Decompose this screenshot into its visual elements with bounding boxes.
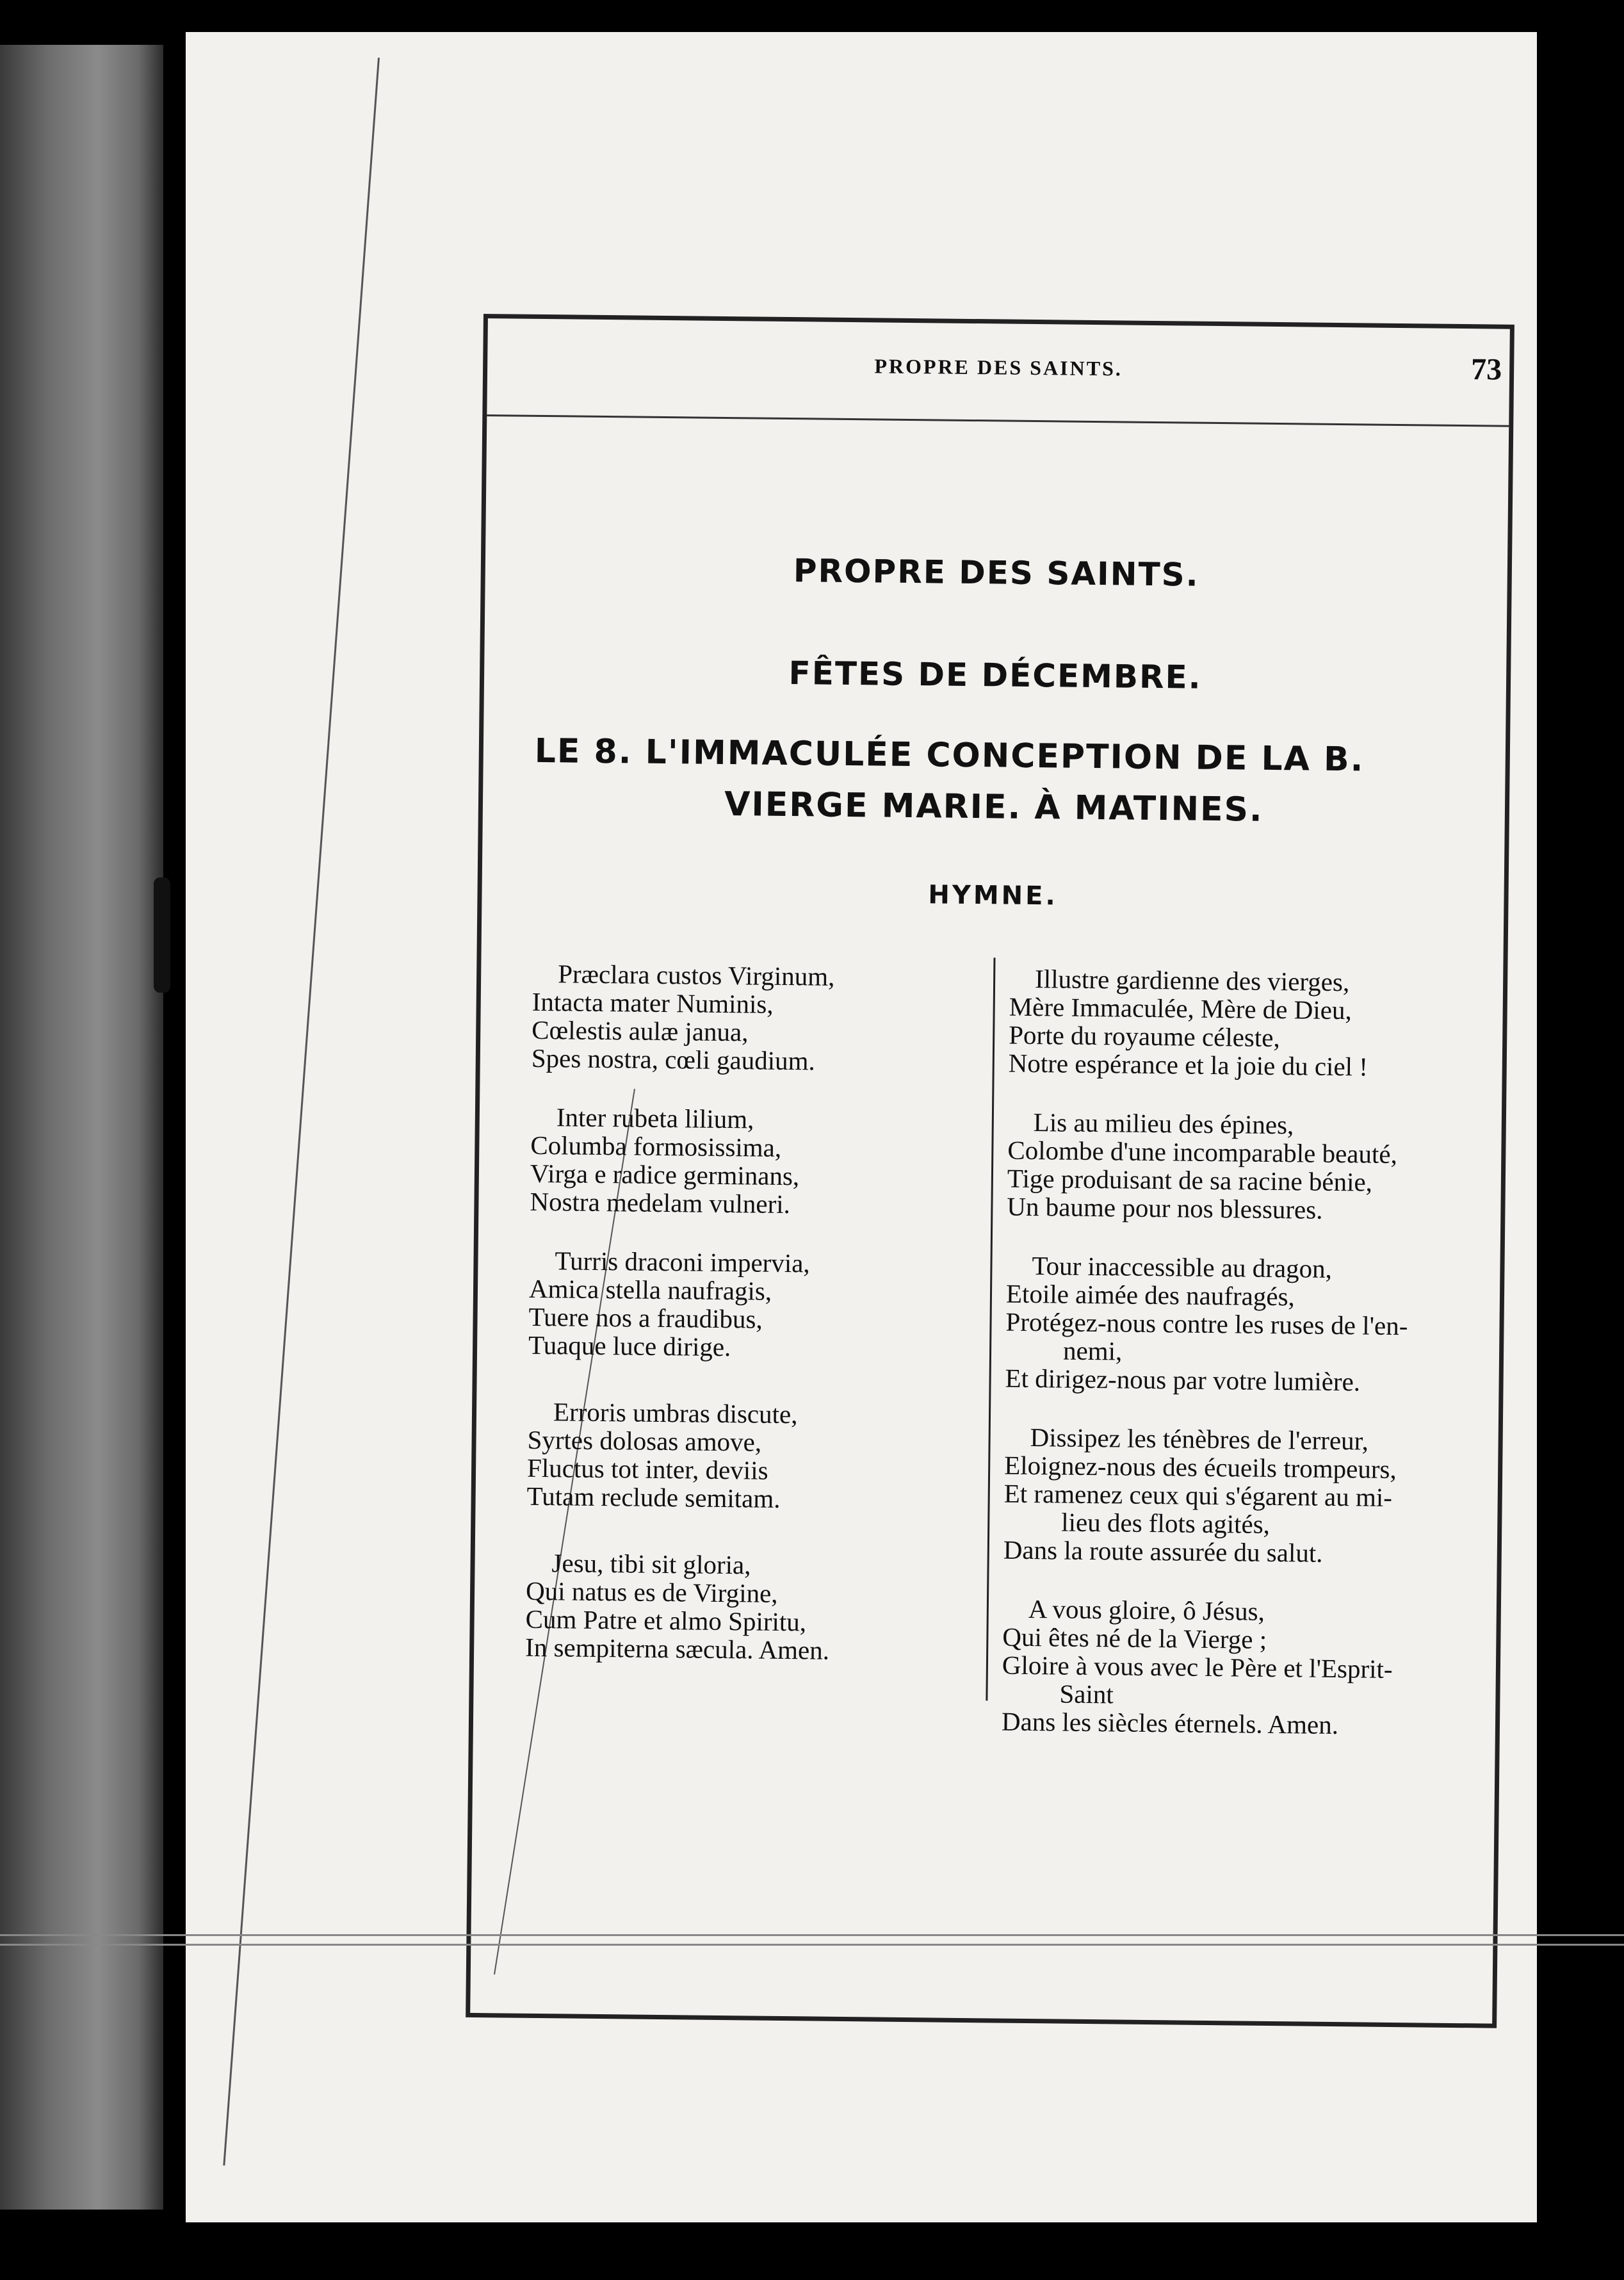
verse-line: Fluctus tot inter, deviis (526, 1453, 768, 1485)
verse-line: Inter rubeta lilium, (556, 1102, 754, 1134)
verse-line: Gloire à vous avec le Père et l'Esprit- (1002, 1650, 1393, 1684)
verse-line: Tutam reclude semitam. (526, 1481, 781, 1513)
verse-line: In sempiterna sæcula. Amen. (524, 1632, 830, 1665)
feast-title: FÊTES DE DÉCEMBRE. (788, 655, 1202, 696)
verse-line: Virga e radice germinans, (530, 1158, 800, 1191)
hymn-stanza (1005, 1251, 1499, 1397)
verse-line: Mère Immaculée, Mère de Dieu, (1009, 991, 1352, 1025)
scan-line (0, 1944, 1624, 1946)
verse-line: Dans les siècles éternels. Amen. (1001, 1706, 1339, 1740)
verse-line: Un baume pour nos blessures. (1007, 1191, 1323, 1225)
scratch-line (223, 58, 380, 2165)
verse-line: Jesu, tibi sit gloria, (551, 1548, 751, 1580)
verse-line: Illustre gardienne des vierges, (1034, 964, 1350, 997)
verse-line: Qui êtes né de la Vierge ; (1002, 1622, 1267, 1654)
printed-page-frame (466, 314, 1514, 2028)
french-hymn-column (1001, 965, 1502, 1771)
hymn-stanza (1009, 965, 1503, 1082)
verse-line: Syrtes dolosas amove, (527, 1424, 762, 1457)
hymn-label: HYMNE. (928, 880, 1058, 911)
verse-line: Saint (1059, 1679, 1114, 1709)
left-margin-strip (0, 45, 163, 2210)
verse-line: Nostra medelam vulneri. (530, 1186, 791, 1219)
verse-line: Porte du royaume céleste, (1009, 1020, 1280, 1053)
verse-line: Notre espérance et la joie du ciel ! (1008, 1048, 1368, 1082)
verse-line: lieu des flots agités, (1061, 1507, 1271, 1539)
running-title: PROPRE DES SAINTS. (874, 354, 1123, 380)
verse-line: Protégez-nous contre les ruses de l'en- (1005, 1307, 1408, 1341)
verse-line: Dissipez les ténèbres de l'erreur, (1030, 1422, 1369, 1456)
column-divider (986, 957, 995, 1700)
day-title-line-2: VIERGE MARIE. À MATINES. (724, 785, 1264, 829)
verse-line: Et ramenez ceux qui s'égarent au mi- (1003, 1478, 1393, 1512)
section-title: PROPRE DES SAINTS. (793, 552, 1199, 594)
verse-line: Amica stella naufragis, (528, 1273, 772, 1306)
verse-line: Tige produisant de sa racine bénie, (1007, 1163, 1373, 1197)
verse-line: Cœlestis aulæ janua, (532, 1014, 749, 1047)
verse-line: Tuaque luce dirige. (528, 1330, 731, 1362)
verse-line: nemi, (1062, 1335, 1123, 1366)
hymn-stanza (1002, 1595, 1496, 1741)
verse-line: A vous gloire, ô Jésus, (1028, 1594, 1265, 1626)
day-title-line-1: LE 8. L'IMMACULÉE CONCEPTION DE LA B. (534, 731, 1365, 779)
verse-line: Erroris umbras discute, (553, 1397, 798, 1429)
hymn-stanza (526, 1397, 925, 1514)
verse-line: Præclara custos Virginum, (557, 959, 835, 991)
hymn-stanza (525, 1549, 923, 1665)
verse-line: Turris draconi impervia, (555, 1246, 810, 1278)
verse-line: Columba formosissima, (530, 1130, 782, 1162)
running-header (487, 318, 1510, 427)
verse-line: Tour inaccessible au dragon, (1032, 1251, 1333, 1283)
verse-line: Lis au milieu des épines, (1033, 1107, 1294, 1140)
binding-mark (154, 877, 170, 993)
latin-hymn-column (524, 959, 929, 1696)
verse-line: Cum Patre et almo Spiritu, (525, 1604, 807, 1637)
verse-line: Eloignez-nous des écueils trompeurs, (1003, 1450, 1397, 1485)
hymn-stanza (532, 959, 930, 1076)
page-number: 73 (1470, 352, 1502, 387)
hymn-stanza (528, 1246, 927, 1363)
hymn-stanza (530, 1103, 928, 1219)
scanned-page (186, 32, 1537, 2222)
hymn-stanza (1007, 1108, 1501, 1226)
verse-line: Etoile aimée des naufragés, (1005, 1278, 1295, 1312)
verse-line: Intacta mater Numinis, (532, 986, 774, 1019)
verse-line: Colombe d'une incomparable beauté, (1007, 1135, 1398, 1169)
verse-line: Tuere nos a fraudibus, (528, 1301, 763, 1334)
verse-line: Dans la route assurée du salut. (1003, 1535, 1323, 1568)
hymn-stanza (1003, 1423, 1498, 1569)
scan-line (0, 1934, 1624, 1936)
verse-line: Et dirigez-nous par votre lumière. (1005, 1363, 1361, 1397)
verse-line: Spes nostra, cœli gaudium. (531, 1043, 816, 1076)
verse-line: Qui natus es de Virgine, (525, 1576, 778, 1608)
